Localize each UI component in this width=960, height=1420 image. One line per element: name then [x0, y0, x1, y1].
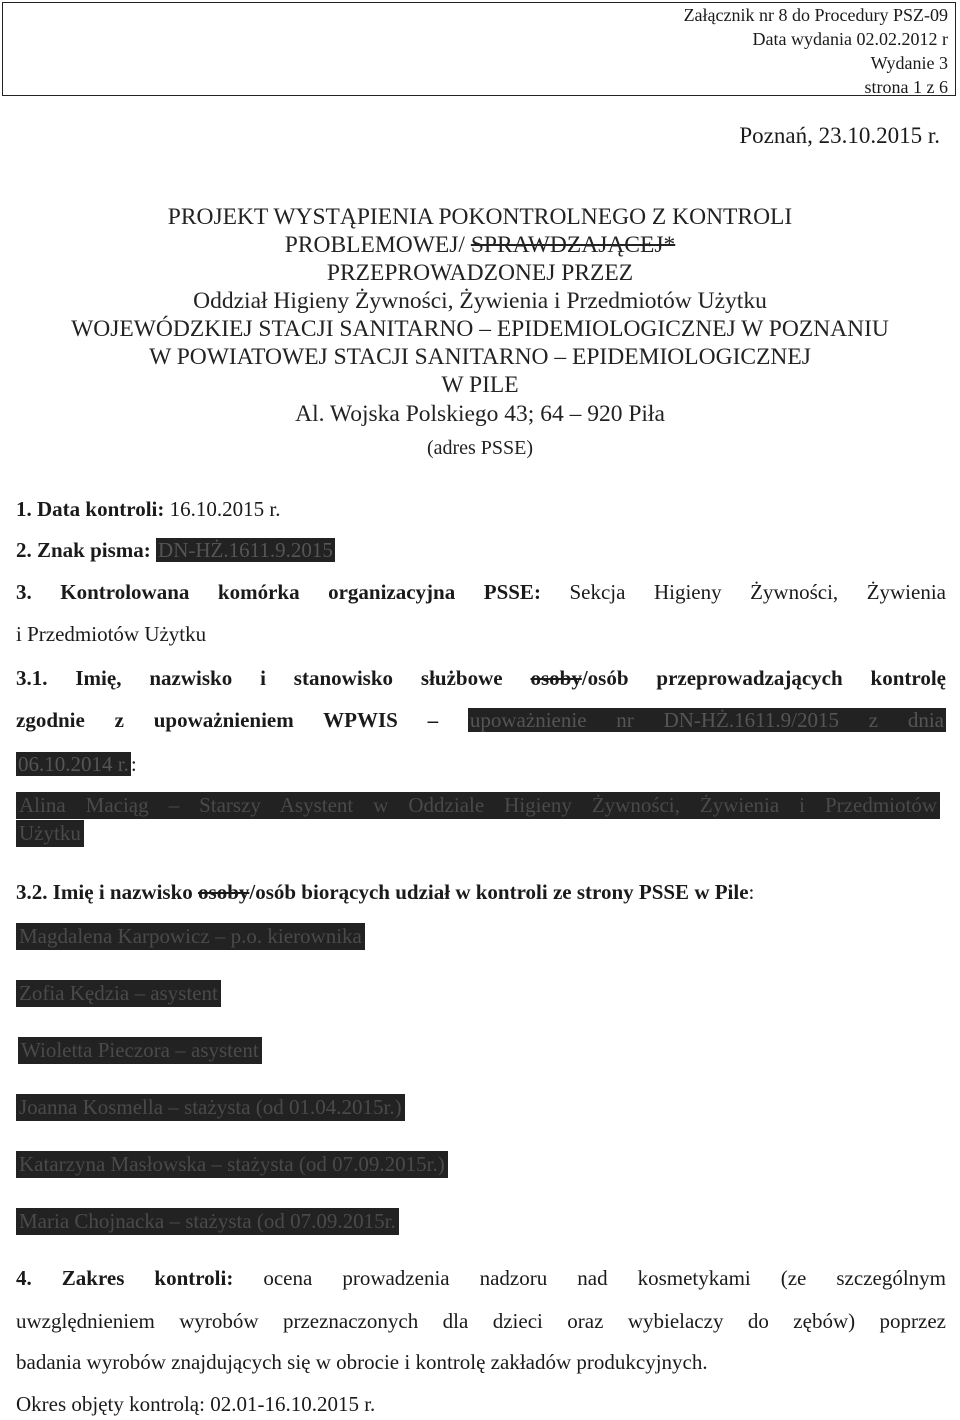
title-line-5: WOJEWÓDZKIEJ STACJI SANITARNO – EPIDEMIOLOGICZNEJ W POZNANIU: [71, 316, 889, 342]
inspection-date-value: 16.10.2015 r.: [169, 497, 281, 521]
authorization-date-line: [16, 752, 137, 777]
participants-label-a: 3.2. Imię i nazwisko: [16, 880, 199, 904]
inspectors-label-a: 3.1. Imię, nazwisko i stanowisko służbowe: [16, 666, 531, 690]
participants-label-b: /osób biorących udział w kontroli ze strony PSSE w Pile: [249, 880, 749, 904]
inspection-date-label: 1. Data kontroli:: [16, 497, 170, 521]
letter-ref: [16, 538, 335, 563]
participant-1: Magdalena Karpowicz – p.o. kierownika: [16, 923, 365, 950]
title-address-note: (adres PSSE): [426, 437, 534, 459]
authorization-date: 06.10.2014 r.: [18, 752, 129, 776]
inspector-person-2: Użytku: [16, 820, 84, 847]
letter-ref-value: DN-HŻ.1611.9.2015: [158, 538, 333, 562]
header-issue-date: Data wydania 02.02.2012 r: [752, 29, 948, 49]
inspectors-label-b: /osób przeprowadzających kontrolę: [581, 666, 946, 690]
place-date: Poznań, 23.10.2015 r.: [739, 123, 940, 148]
letter-ref-label: 2. Znak pisma:: [16, 538, 157, 562]
title-line-6: W POWIATOWEJ STACJI SANITARNO – EPIDEMIOLOGICZNEJ: [149, 344, 811, 370]
title-line-7: W PILE: [441, 372, 519, 398]
scope-line-3: badania wyrobów znajdujących się w obrocie i kontrolę zakładów produkcyjnych.: [16, 1350, 708, 1374]
scope-line-2: uwzględnieniem wyrobów przeznaczonych dla dzieci oraz wybielaczy do zębów) poprzez: [16, 1309, 946, 1333]
title-struck: SPRAWDZAJĄCEJ*: [470, 232, 676, 258]
authorization-label: zgodnie z upoważnieniem WPWIS –: [16, 708, 468, 732]
authorization-number: upoważnienie nr DN-HŻ.1611.9/2015 z dnia: [469, 708, 944, 732]
unit-line-1: [16, 571, 946, 613]
scope-text-1: ocena prowadzenia nadzoru nad kosmetykami (ze szczególnym: [263, 1266, 947, 1290]
participants-colon: :: [748, 880, 755, 904]
unit-value-1: Sekcja Higieny Żywności, Żywienia: [569, 580, 946, 604]
title-line-1: PROJEKT WYSTĄPIENIA POKONTROLNEGO Z KONTROLI: [167, 204, 793, 230]
unit-value-2: i Przedmiotów Użytku: [16, 622, 207, 646]
inspection-date: [16, 497, 280, 522]
header-annex: Załącznik nr 8 do Procedury PSZ-09: [683, 5, 948, 25]
authorization-line: [16, 699, 946, 741]
title-line-2: [0, 231, 960, 259]
scope-line-1: [16, 1257, 946, 1299]
participants-label-struck: osoby: [198, 880, 250, 904]
header-page: strona 1 z 6: [864, 77, 948, 97]
inspectors-heading: [16, 657, 946, 699]
unit-label: 3. Kontrolowana komórka organizacyjna PSSE:: [16, 580, 570, 604]
participants-heading: [16, 880, 754, 905]
inspector-person-1: Alina Maciąg – Starszy Asystent w Oddziale Higieny Żywności, Żywienia i Przedmiotów: [16, 792, 940, 819]
title-address: Al. Wojska Polskiego 43; 64 – 920 Piła: [295, 401, 665, 427]
header-edition: Wydanie 3: [870, 53, 948, 73]
title-line-4: Oddział Higieny Żywności, Żywienia i Przedmiotów Użytku: [193, 288, 767, 314]
title-problem: PROBLEMOWEJ/: [284, 232, 471, 258]
title-line-3: PRZEPROWADZONEJ PRZEZ: [326, 260, 634, 286]
participant-2: Zofia Kędzia – asystent: [16, 980, 221, 1007]
participant-3: Wioletta Pieczora – asystent: [18, 1037, 262, 1064]
participant-5: Katarzyna Masłowska – stażysta (od 07.09.2015r.): [16, 1151, 448, 1178]
inspectors-label-struck: osoby: [530, 666, 582, 690]
authorization-colon: :: [130, 752, 137, 776]
period-covered: Okres objęty kontrolą: 02.01-16.10.2015 r.: [16, 1392, 376, 1416]
participant-4: Joanna Kosmella – stażysta (od 01.04.2015r.): [16, 1094, 405, 1121]
scope-label: 4. Zakres kontroli:: [16, 1266, 264, 1290]
participant-6: Maria Chojnacka – stażysta (od 07.09.2015r.: [16, 1208, 399, 1235]
